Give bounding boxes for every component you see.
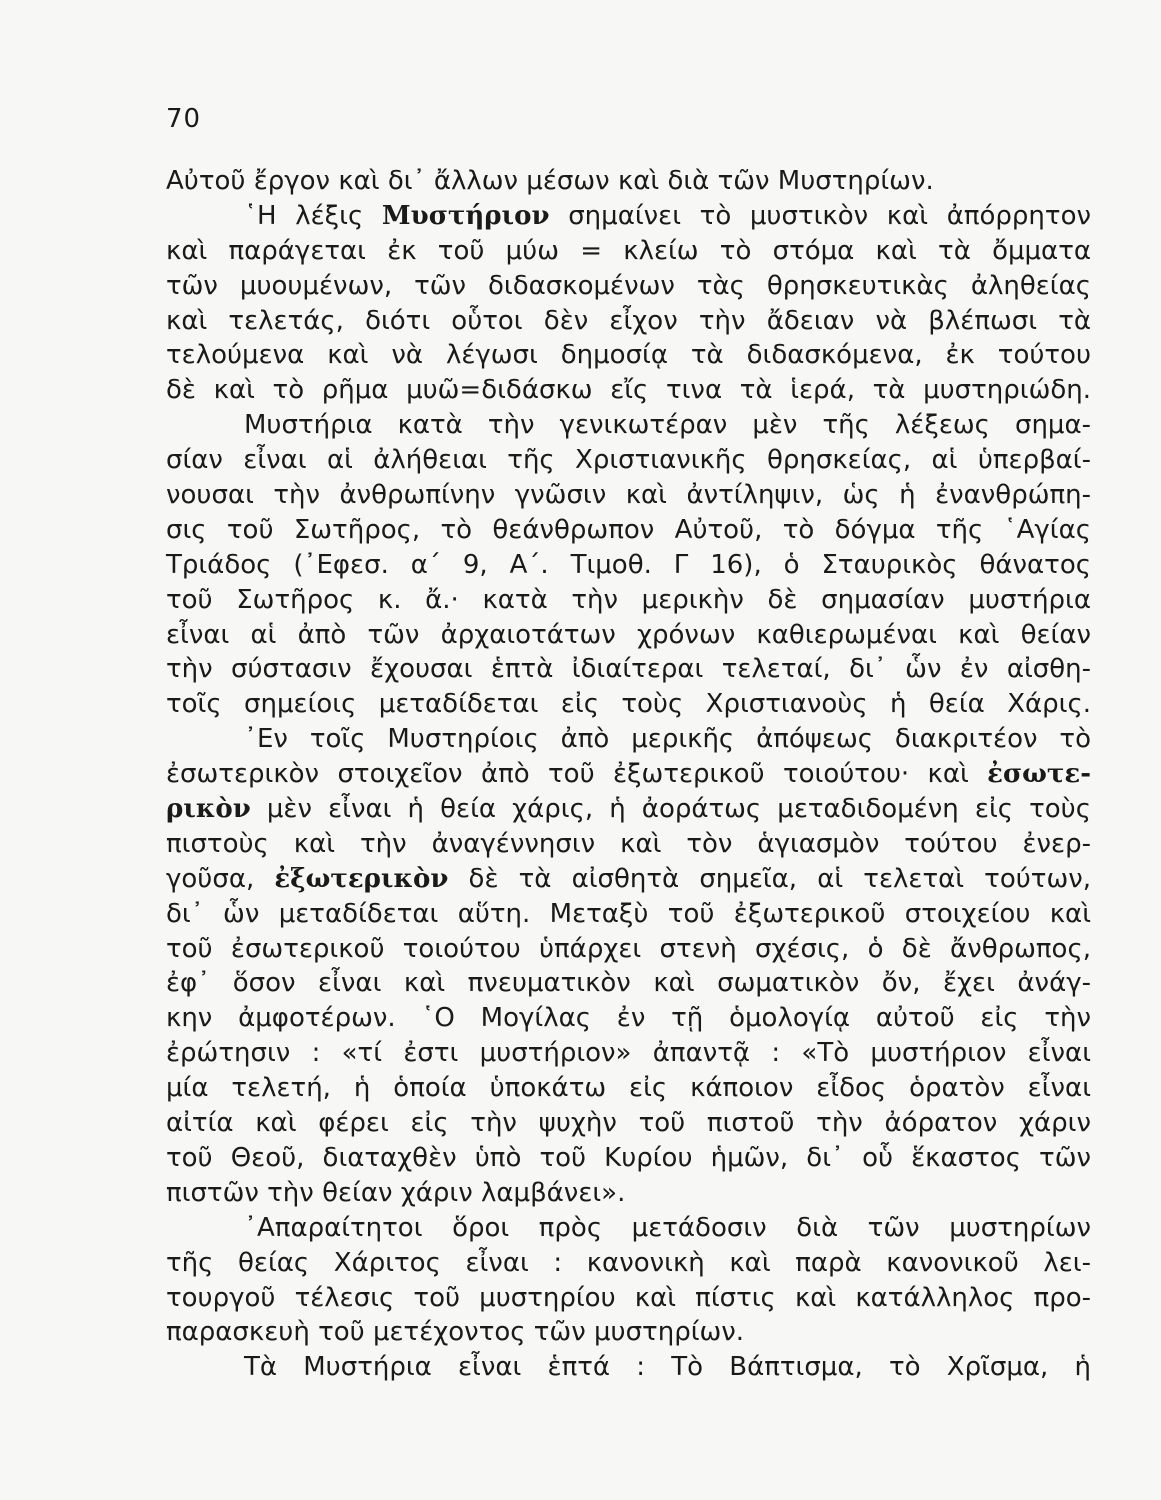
text-line: τοῦ Σωτῆρος κ. ἄ.· κατὰ τὴν μερικὴν δὲ σημασίαν μυστήρια — [166, 584, 1091, 615]
text-line: Μυστήρια κατὰ τὴν γενικωτέραν μὲν τῆς λέξεως σημα- — [244, 410, 1091, 441]
text-segment: δὲ τὰ αἰσθητὰ σημεῖα, αἱ τελεταὶ τούτων, — [448, 863, 1092, 894]
body-text — [166, 164, 1091, 1385]
page-number: 70 — [166, 104, 202, 134]
text-line: Τὰ Μυστήρια εἶναι ἑπτά : Τὸ Βάπτισμα, τὸ Χρῖσμα, ἡ — [244, 1352, 1091, 1383]
text-line: νουσαι τὴν ἀνθρωπίνην γνῶσιν καὶ ἀντίληψιν, ὡς ἡ ἐνανθρώπη- — [166, 480, 1091, 511]
text-line: δὲ καὶ τὸ ρῆμα μυῶ=διδάσκω εἴς τινα τὰ ἱερά, τὰ μυστηριώδη. — [166, 375, 1091, 406]
text-line: Τριάδος (᾿Εφεσ. α΄ 9, Α΄. Τιμοθ. Γ 16), ὁ Σταυρικὸς θάνατος — [166, 549, 1091, 580]
bold-term: Μυστήριον — [381, 200, 550, 231]
bold-term: ρικὸν — [166, 794, 251, 825]
text-line: Αὐτοῦ ἔργον καὶ δι᾿ ἄλλων μέσων καὶ διὰ τῶν Μυστηρίων. — [166, 166, 934, 196]
text-line: σίαν εἶναι αἱ ἀλήθειαι τῆς Χριστιανικῆς θρησκείας, αἱ ὑπερβαί- — [166, 445, 1091, 476]
text-line: τοῦ ἐσωτερικοῦ τοιούτου ὑπάρχει στενὴ σχέσις, ὁ δὲ ἄνθρωπος, — [166, 933, 1091, 964]
text-line: τὴν σύστασιν ἔχουσαι ἑπτὰ ἰδιαίτεραι τελεταί, δι᾿ ὧν ἐν αἰσθη- — [166, 654, 1091, 685]
bold-term: ἐξωτερικὸν — [274, 863, 449, 894]
text-segment: ἐσωτερικὸν στοιχεῖον ἀπὸ τοῦ ἐξωτερικοῦ τοιούτου· καὶ — [166, 759, 988, 790]
text-line: τουργοῦ τέλεσις τοῦ μυστηρίου καὶ πίστις καὶ κατάλληλος προ- — [166, 1282, 1091, 1313]
text-line: παρασκευὴ τοῦ μετέχοντος τῶν μυστηρίων. — [166, 1317, 745, 1348]
text-line: κην ἀμφοτέρων. ῾Ο Μογίλας ἐν τῇ ὁμολογίᾳ αὐτοῦ εἰς τὴν — [166, 1003, 1091, 1034]
text-line: πιστοὺς καὶ τὴν ἀναγέννησιν καὶ τὸν ἁγιασμὸν τούτου ἐνερ- — [166, 828, 1091, 859]
text-line: ᾿Απαραίτητοι ὅροι πρὸς μετάδοσιν διὰ τῶν μυστηρίων — [244, 1212, 1091, 1243]
text-line: σις τοῦ Σωτῆρος, τὸ θεάνθρωπον Αὐτοῦ, τὸ δόγμα τῆς ῾Αγίας — [166, 514, 1091, 545]
text-line: καὶ τελετάς, διότι οὗτοι δὲν εἶχον τὴν ἄδειαν νὰ βλέπωσι τὰ — [166, 305, 1091, 336]
text-line: τῆς θείας Χάριτος εἶναι : κανονικὴ καὶ παρὰ κανονικοῦ λει- — [166, 1247, 1091, 1278]
text-line: μία τελετή, ἡ ὁποία ὑποκάτω εἰς κάποιον εἶδος ὁρατὸν εἶναι — [166, 1073, 1091, 1104]
text-line: ἐρώτησιν : «τί ἐστι μυστήριον» ἀπαντᾷ : «Τὸ μυστήριον εἶναι — [166, 1038, 1091, 1069]
text-line — [166, 757, 1091, 792]
text-line: ἐφ᾿ ὅσον εἶναι καὶ πνευματικὸν καὶ σωματικὸν ὄν, ἔχει ἀνάγ- — [166, 968, 1091, 999]
text-line: εἶναι αἱ ἀπὸ τῶν ἀρχαιοτάτων χρόνων καθιερωμέναι καὶ θείαν — [166, 619, 1091, 650]
text-line — [166, 862, 1091, 897]
text-line: τῶν μυουμένων, τῶν διδασκομένων τὰς θρησκευτικὰς ἀληθείας — [166, 270, 1091, 301]
text-segment: γοῦσα, — [166, 863, 275, 894]
text-line — [166, 199, 1091, 234]
text-line — [166, 792, 1091, 827]
bold-term: ἐσωτε- — [987, 759, 1091, 790]
text-line: πιστῶν τὴν θείαν χάριν λαμβάνει». — [166, 1177, 626, 1208]
text-line: αἰτία καὶ φέρει εἰς τὴν ψυχὴν τοῦ πιστοῦ τὴν ἀόρατον χάριν — [166, 1108, 1091, 1139]
text-segment: ῾Η λέξις — [244, 200, 382, 231]
text-line: καὶ παράγεται ἐκ τοῦ μύω = κλείω τὸ στόμα καὶ τὰ ὄμματα — [166, 235, 1091, 266]
text-segment: μὲν εἶναι ἡ θεία χάρις, ἡ ἀοράτως μεταδιδομένη εἰς τοὺς — [250, 794, 1091, 825]
text-line: τελούμενα καὶ νὰ λέγωσι δημοσίᾳ τὰ διδασκόμενα, ἐκ τούτου — [166, 340, 1091, 371]
text-segment: σημαίνει τὸ μυστικὸν καὶ ἀπόρρητον — [549, 200, 1091, 231]
text-line: δι᾿ ὧν μεταδίδεται αὕτη. Μεταξὺ τοῦ ἐξωτερικοῦ στοιχείου καὶ — [166, 898, 1091, 929]
text-line: ᾿Εν τοῖς Μυστηρίοις ἀπὸ μερικῆς ἀπόψεως διακριτέον τὸ — [244, 724, 1091, 755]
text-line: τοῖς σημείοις μεταδίδεται εἰς τοὺς Χριστιανοὺς ἡ θεία Χάρις. — [166, 689, 1091, 720]
text-line: τοῦ Θεοῦ, διαταχθὲν ὑπὸ τοῦ Κυρίου ἡμῶν, δι᾿ οὗ ἕκαστος τῶν — [166, 1142, 1091, 1173]
